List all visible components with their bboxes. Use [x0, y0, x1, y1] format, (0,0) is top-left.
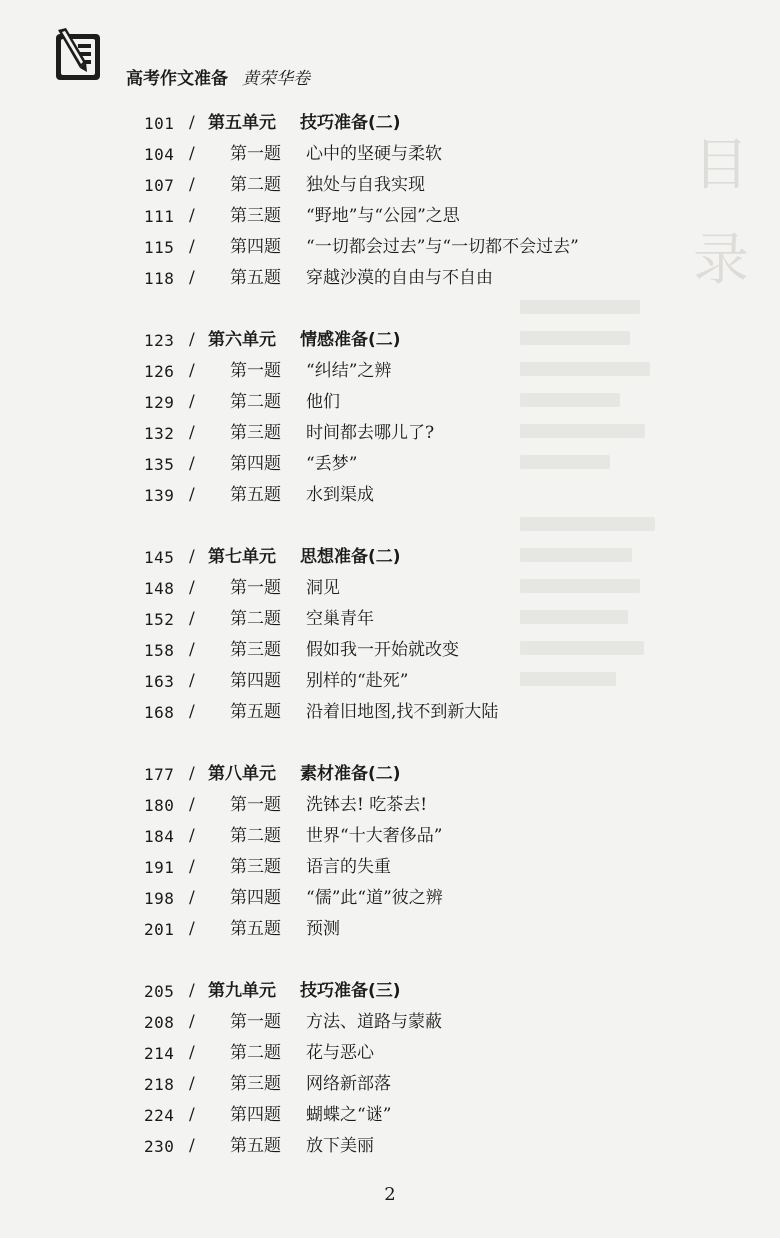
toc-entry-label: 第四题 [230, 237, 281, 257]
book-author: 黄荣华卷 [242, 69, 310, 89]
toc-unit-label: 第五单元 [208, 113, 276, 133]
toc-page-number: 168 [144, 703, 175, 722]
toc-unit-heading[interactable] [0, 542, 780, 573]
toc-unit-label: 第八单元 [208, 764, 276, 784]
toc-entry[interactable] [0, 573, 780, 604]
toc-entry-title: 洗钵去! 吃茶去! [306, 795, 428, 815]
toc-entry-title: 穿越沙漠的自由与不自由 [306, 268, 493, 288]
toc-entry-label: 第五题 [230, 268, 281, 288]
toc-page-number: 115 [144, 238, 175, 257]
toc-page-number: 132 [144, 424, 175, 443]
toc-unit [0, 542, 780, 728]
toc-page-number: 111 [144, 207, 175, 226]
toc-entry[interactable] [0, 1131, 780, 1162]
toc-separator: / [189, 795, 195, 815]
toc-entry[interactable] [0, 356, 780, 387]
toc-separator: / [189, 547, 195, 567]
toc-page-number: 184 [144, 827, 175, 846]
toc-separator: / [189, 1074, 195, 1094]
toc-entry-title: 心中的坚硬与柔软 [306, 144, 442, 164]
toc-entry[interactable] [0, 139, 780, 170]
toc-entry-title: 蝴蝶之“谜” [306, 1105, 392, 1125]
toc-separator: / [189, 826, 195, 846]
toc-page-number: 163 [144, 672, 175, 691]
toc-separator: / [189, 113, 195, 133]
toc-entry-label: 第四题 [230, 1105, 281, 1125]
toc-entry[interactable] [0, 387, 780, 418]
toc-page-number: 126 [144, 362, 175, 381]
toc-separator: / [189, 671, 195, 691]
toc-entry-label: 第五题 [230, 1136, 281, 1156]
table-of-contents [0, 108, 780, 1193]
toc-page-number: 135 [144, 455, 175, 474]
toc-separator: / [189, 640, 195, 660]
toc-entry-title: “野地”与“公园”之思 [306, 206, 460, 226]
toc-entry[interactable] [0, 449, 780, 480]
toc-entry[interactable] [0, 232, 780, 263]
toc-entry[interactable] [0, 821, 780, 852]
toc-entry-title: “纠结”之辨 [306, 361, 392, 381]
toc-entry-label: 第二题 [230, 609, 281, 629]
toc-separator: / [189, 919, 195, 939]
toc-entry-label: 第二题 [230, 826, 281, 846]
toc-unit [0, 759, 780, 945]
toc-page-number: 177 [144, 765, 175, 784]
toc-entry-label: 第一题 [230, 578, 281, 598]
toc-page-number: 139 [144, 486, 175, 505]
toc-entry[interactable] [0, 666, 780, 697]
toc-entry[interactable] [0, 201, 780, 232]
toc-entry[interactable] [0, 883, 780, 914]
toc-entry[interactable] [0, 697, 780, 728]
toc-page-number: 145 [144, 548, 175, 567]
toc-separator: / [189, 1105, 195, 1125]
running-header [126, 64, 310, 89]
toc-entry-title: 假如我一开始就改变 [306, 640, 459, 660]
toc-unit [0, 325, 780, 511]
toc-separator: / [189, 485, 195, 505]
toc-separator: / [189, 361, 195, 381]
toc-entry-title: 沿着旧地图,找不到新大陆 [306, 702, 499, 722]
toc-page-number: 208 [144, 1013, 175, 1032]
toc-page-number: 180 [144, 796, 175, 815]
toc-page-number: 104 [144, 145, 175, 164]
toc-entry[interactable] [0, 1069, 780, 1100]
toc-separator: / [189, 392, 195, 412]
toc-entry-title: 洞见 [306, 578, 340, 598]
toc-entry-title: 花与恶心 [306, 1043, 374, 1063]
toc-entry-label: 第四题 [230, 671, 281, 691]
toc-entry-title: “儒”此“道”彼之辨 [306, 888, 443, 908]
toc-page-number: 107 [144, 176, 175, 195]
toc-entry-label: 第四题 [230, 454, 281, 474]
toc-unit-heading[interactable] [0, 325, 780, 356]
toc-unit [0, 976, 780, 1162]
toc-unit-label: 第六单元 [208, 330, 276, 350]
toc-separator: / [189, 268, 195, 288]
toc-entry-label: 第三题 [230, 206, 281, 226]
toc-separator: / [189, 237, 195, 257]
book-title: 高考作文准备 [126, 69, 228, 89]
toc-unit-name: 素材准备(二) [300, 764, 401, 784]
toc-entry-label: 第一题 [230, 361, 281, 381]
toc-page-number: 198 [144, 889, 175, 908]
toc-entry-title: “丢梦” [306, 454, 358, 474]
toc-separator: / [189, 578, 195, 598]
toc-page-number: 129 [144, 393, 175, 412]
toc-entry-label: 第二题 [230, 392, 281, 412]
contents-char: 录 [693, 228, 749, 294]
toc-separator: / [189, 764, 195, 784]
toc-page-number: 201 [144, 920, 175, 939]
toc-unit-heading[interactable] [0, 108, 780, 139]
toc-separator: / [189, 423, 195, 443]
toc-entry[interactable] [0, 170, 780, 201]
page-number: 2 [384, 1184, 396, 1205]
toc-page-number: 224 [144, 1106, 175, 1125]
toc-page-number: 191 [144, 858, 175, 877]
toc-entry[interactable] [0, 418, 780, 449]
toc-entry-label: 第二题 [230, 175, 281, 195]
toc-unit-name: 技巧准备(二) [300, 113, 401, 133]
toc-unit [0, 108, 780, 294]
toc-separator: / [189, 144, 195, 164]
toc-unit-name: 情感准备(二) [300, 330, 401, 350]
toc-entry-label: 第五题 [230, 485, 281, 505]
toc-entry[interactable] [0, 914, 780, 945]
toc-page-number: 152 [144, 610, 175, 629]
toc-entry-title: 时间都去哪儿了? [306, 423, 435, 443]
toc-separator: / [189, 330, 195, 350]
toc-page-number: 123 [144, 331, 175, 350]
toc-separator: / [189, 206, 195, 226]
toc-separator: / [189, 175, 195, 195]
toc-entry-label: 第二题 [230, 1043, 281, 1063]
toc-separator: / [189, 981, 195, 1001]
toc-separator: / [189, 454, 195, 474]
toc-unit-heading[interactable] [0, 976, 780, 1007]
toc-entry-title: 别样的“赴死” [306, 671, 409, 691]
toc-separator: / [189, 857, 195, 877]
toc-entry-label: 第三题 [230, 857, 281, 877]
toc-entry-label: 第一题 [230, 1012, 281, 1032]
toc-separator: / [189, 1012, 195, 1032]
toc-entry[interactable] [0, 480, 780, 511]
toc-page-number: 148 [144, 579, 175, 598]
toc-unit-label: 第七单元 [208, 547, 276, 567]
toc-entry[interactable] [0, 1038, 780, 1069]
toc-page-number: 101 [144, 114, 175, 133]
toc-entry-title: 世界“十大奢侈品” [306, 826, 443, 846]
toc-separator: / [189, 609, 195, 629]
toc-entry-label: 第四题 [230, 888, 281, 908]
toc-entry-label: 第三题 [230, 640, 281, 660]
toc-page-number: 118 [144, 269, 175, 288]
toc-entry-title: 空巢青年 [306, 609, 374, 629]
toc-unit-name: 思想准备(二) [300, 547, 401, 567]
notebook-pencil-icon [54, 28, 104, 84]
toc-separator: / [189, 702, 195, 722]
toc-separator: / [189, 1043, 195, 1063]
toc-entry-title: 语言的失重 [306, 857, 391, 877]
toc-entry-title: “一切都会过去”与“一切都不会过去” [306, 237, 579, 257]
toc-entry-title: 方法、道路与蒙蔽 [306, 1012, 442, 1032]
toc-entry[interactable] [0, 1007, 780, 1038]
toc-entry-title: 预测 [306, 919, 340, 939]
toc-entry-title: 他们 [306, 392, 340, 412]
toc-entry-title: 水到渠成 [306, 485, 374, 505]
toc-separator: / [189, 1136, 195, 1156]
toc-page-number: 214 [144, 1044, 175, 1063]
toc-entry[interactable] [0, 1100, 780, 1131]
toc-page-number: 205 [144, 982, 175, 1001]
toc-page-number: 158 [144, 641, 175, 660]
toc-unit-name: 技巧准备(三) [300, 981, 401, 1001]
toc-page-number: 218 [144, 1075, 175, 1094]
toc-entry-title: 网络新部落 [306, 1074, 391, 1094]
toc-page-number: 230 [144, 1137, 175, 1156]
toc-entry-label: 第三题 [230, 1074, 281, 1094]
toc-unit-label: 第九单元 [208, 981, 276, 1001]
toc-entry-title: 独处与自我实现 [306, 175, 425, 195]
contents-char: 目 [693, 133, 749, 198]
toc-entry-label: 第三题 [230, 423, 281, 443]
toc-entry-label: 第五题 [230, 919, 281, 939]
toc-entry-title: 放下美丽 [306, 1136, 374, 1156]
toc-entry[interactable] [0, 604, 780, 635]
toc-entry-label: 第五题 [230, 702, 281, 722]
toc-unit-heading[interactable] [0, 759, 780, 790]
toc-entry[interactable] [0, 852, 780, 883]
toc-entry-label: 第一题 [230, 795, 281, 815]
toc-entry[interactable] [0, 263, 780, 294]
toc-entry-label: 第一题 [230, 144, 281, 164]
toc-entry[interactable] [0, 790, 780, 821]
toc-separator: / [189, 888, 195, 908]
toc-entry[interactable] [0, 635, 780, 666]
